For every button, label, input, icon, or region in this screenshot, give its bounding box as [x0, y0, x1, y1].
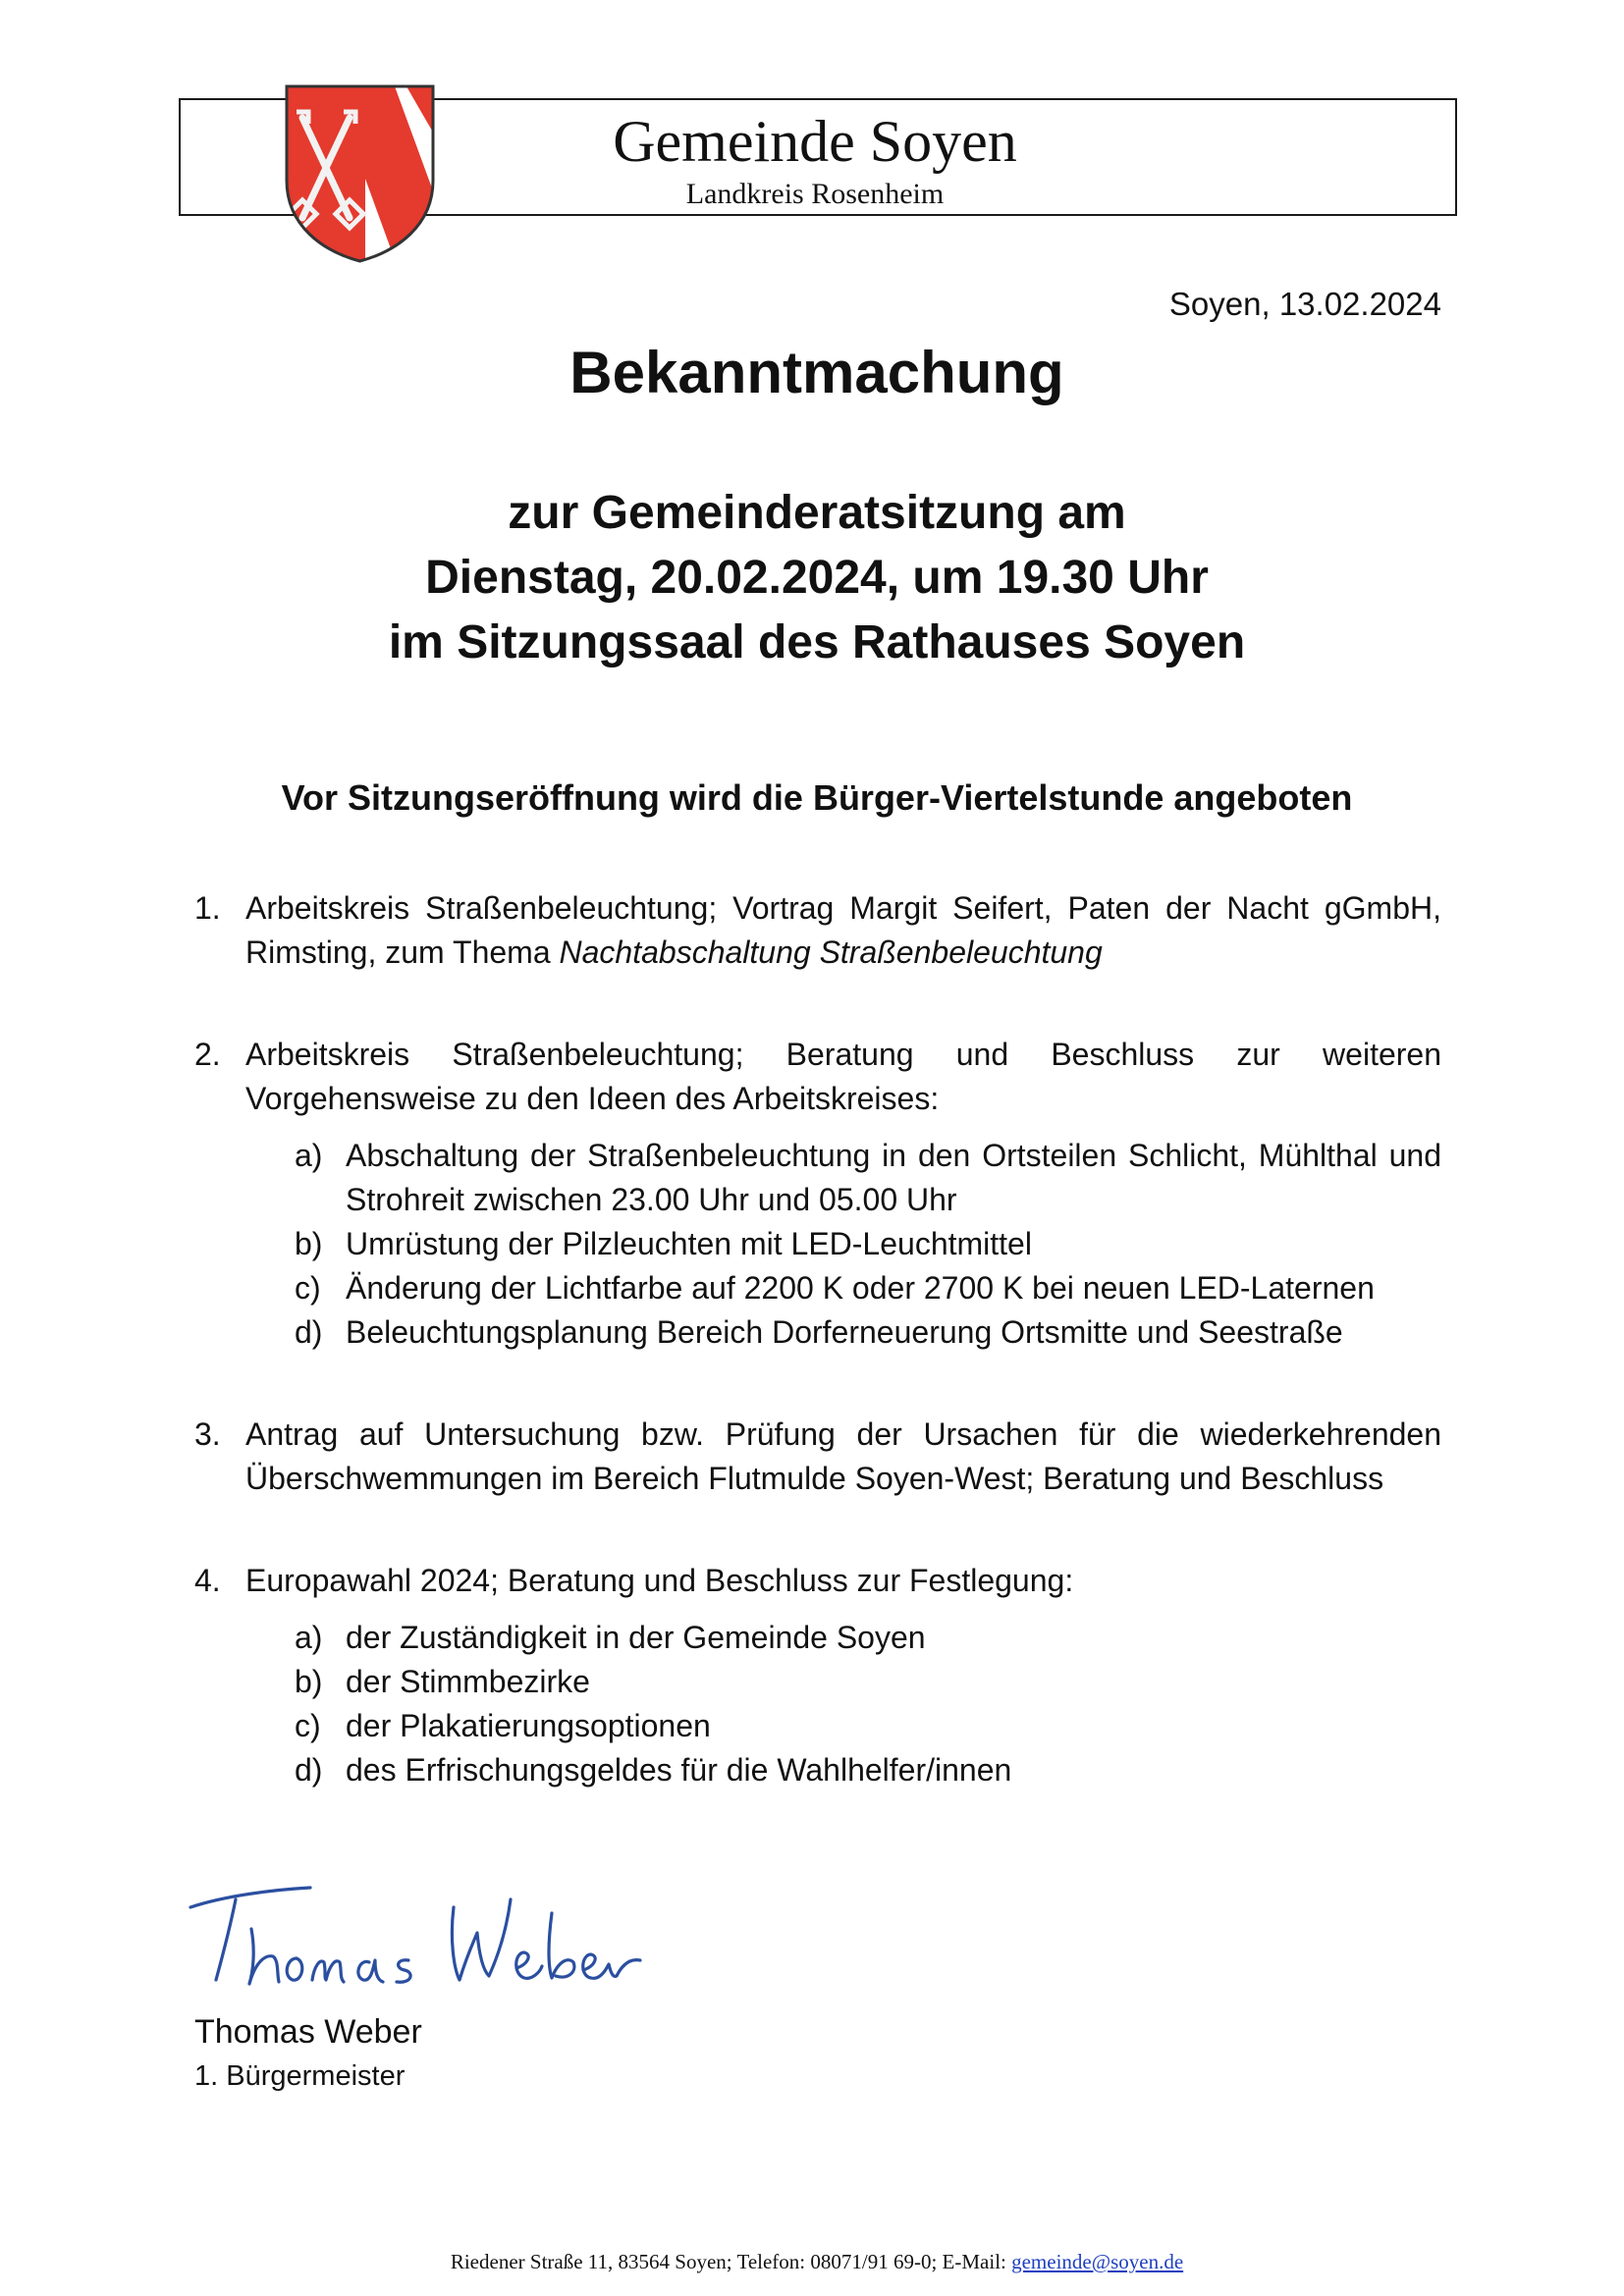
meeting-details	[0, 481, 1624, 675]
signer-name: Thomas Weber	[194, 2013, 422, 2051]
agenda-subitem: a) Abschaltung der Straßenbeleuchtung in den Ortsteilen Schlicht, Mühlthal und Strohreit zwischen 23.00 Uhr und 05.00 Uhr	[295, 1138, 1441, 1217]
agenda-item-3	[194, 1413, 1441, 1501]
agenda-number: 4.	[194, 1563, 221, 1598]
citizen-quarter-hour-notice: Vor Sitzungseröffnung wird die Bürger-Viertelstunde angeboten	[281, 777, 1353, 818]
agenda-subitem: a) der Zuständigkeit in der Gemeinde Soyen	[295, 1620, 926, 1655]
document-title: Bekanntmachung	[569, 340, 1064, 405]
agenda-subitem: b) der Stimmbezirke	[295, 1664, 590, 1699]
meeting-line: zur Gemeinderatsitzung am	[508, 487, 1126, 539]
agenda-subitem: d) des Erfrischungsgeldes für die Wahlhelfer/innen	[295, 1752, 1012, 1788]
agenda-subitem: c) Änderung der Lichtfarbe auf 2200 K oder 2700 K bei neuen LED-Laternen	[295, 1270, 1375, 1306]
meeting-line: Dienstag, 20.02.2024, um 19.30 Uhr	[425, 552, 1209, 604]
agenda-item-1	[194, 886, 1441, 975]
agenda-text: Europawahl 2024; Beratung und Beschluss zur Festlegung:	[245, 1563, 1074, 1598]
agenda-number: 1.	[194, 890, 221, 926]
document-date: Soyen, 13.02.2024	[1168, 286, 1441, 322]
footer-address: Riedener Straße 11, 83564 Soyen; Telefon: 08071/91 69-0; E-Mail:	[450, 2250, 1012, 2273]
footer-contact	[0, 2248, 1624, 2275]
coat-of-arms-crossed-keys-icon	[279, 79, 441, 265]
agenda-subitem: d) Beleuchtungsplanung Bereich Dorferneuerung Ortsmitte und Seestraße	[295, 1314, 1343, 1350]
agenda-number: 2.	[194, 1037, 221, 1072]
agenda-subitems	[245, 1616, 1441, 1792]
agenda-item-2	[194, 1033, 1441, 1355]
agenda-subitem: b) Umrüstung der Pilzleuchten mit LED-Leuchtmittel	[295, 1226, 1032, 1261]
agenda-subitem: c) der Plakatierungsoptionen	[295, 1708, 711, 1743]
agenda-topic: Nachtabschaltung Straßenbeleuchtung	[559, 934, 1103, 970]
municipality-name: Gemeinde Soyen	[613, 109, 1017, 174]
agenda-text: Arbeitskreis Straßenbeleuchtung; Vortrag Margit Seifert, Paten der Nacht gGmbH, Rimsting, zum Thema Nachtabschaltung Straßenbeleuchtung	[245, 890, 1441, 970]
meeting-line: im Sitzungssaal des Rathauses Soyen	[388, 616, 1246, 668]
signer-role: 1. Bürgermeister	[194, 2060, 406, 2092]
agenda-number: 3.	[194, 1416, 221, 1452]
agenda-list	[194, 886, 1441, 1792]
agenda-item-4	[194, 1559, 1441, 1792]
agenda-subitems	[245, 1134, 1441, 1355]
district-name: Landkreis Rosenheim	[685, 178, 945, 210]
agenda-text: Arbeitskreis Straßenbeleuchtung; Beratung und Beschluss zur weiteren Vorgehensweise zu den Ideen des Arbeitskreises:	[245, 1037, 1441, 1116]
footer-email-link[interactable]: gemeinde@soyen.de	[1011, 2250, 1184, 2273]
handwritten-signature	[187, 1860, 648, 1998]
agenda-text: Antrag auf Untersuchung bzw. Prüfung der Ursachen für die wiederkehrenden Überschwemmungen im Bereich Flutmulde Soyen-West; Beratung und Beschluss	[245, 1416, 1441, 1496]
